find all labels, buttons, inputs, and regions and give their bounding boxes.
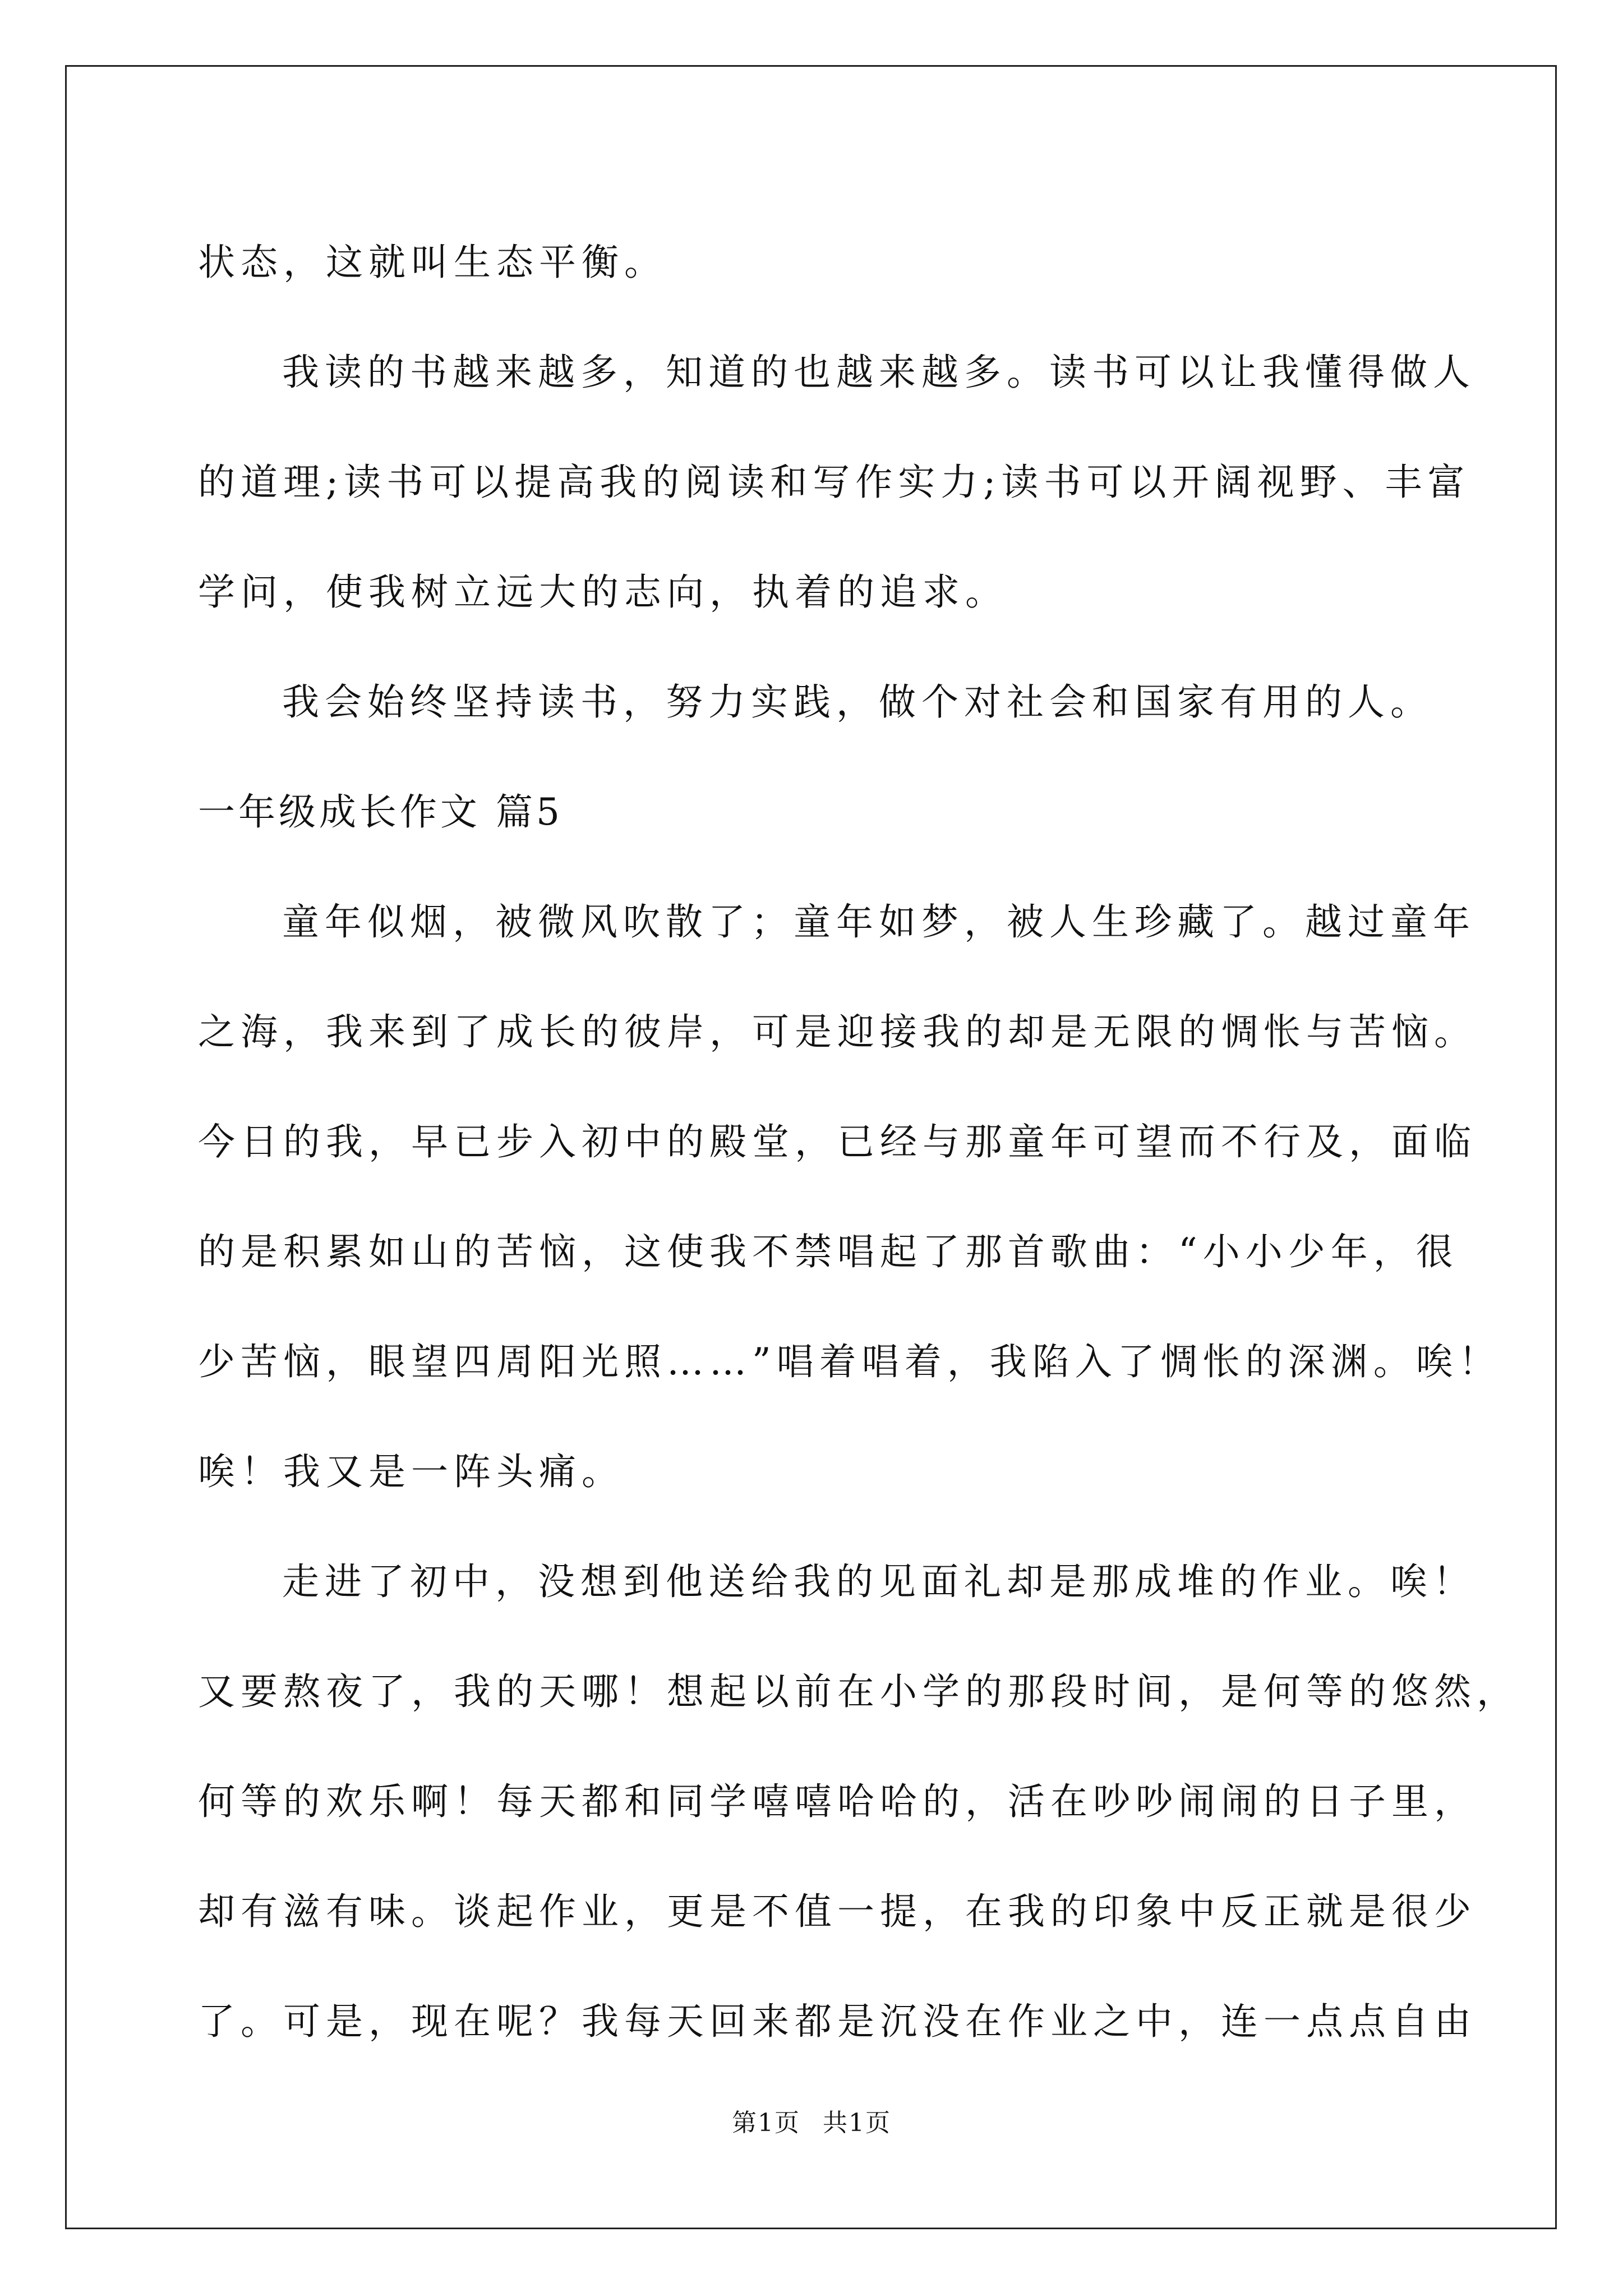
text-line: 状态，这就叫生态平衡。 <box>198 241 667 284</box>
text-line: 了。可是，现在呢？我每天回来都是沉没在作业之中，连一点点自由 <box>198 2000 1477 2043</box>
text-line: 我读的书越来越多，知道的也越来越多。读书可以让我懂得做人 <box>282 351 1476 394</box>
text-line: 何等的欢乐啊！每天都和同学嘻嘻哈哈的，活在吵吵闹闹的日子里， <box>198 1780 1477 1823</box>
text-line: 学问，使我树立远大的志向，执着的追求。 <box>198 570 1008 614</box>
page-number-total: 共1页 <box>823 2109 891 2137</box>
text-line: 少苦恼，眼望四周阳光照……”唱着唱着，我陷入了惆怅的深渊。唉！ <box>198 1340 1501 1383</box>
document-body <box>198 208 1519 2077</box>
text-line: 童年似烟，被微风吹散了；童年如梦，被人生珍藏了。越过童年 <box>282 900 1476 944</box>
page-number-current: 第1页 <box>732 2109 800 2137</box>
page-footer <box>0 2106 1623 2140</box>
text-line: 唉！我又是一阵头痛。 <box>198 1450 624 1493</box>
text-line: 的道理;读书可以提高我的阅读和写作实力;读书可以开阔视野、丰富 <box>198 461 1470 504</box>
text-line: 之海，我来到了成长的彼岸，可是迎接我的却是无限的惆怅与苦恼。 <box>198 1010 1477 1053</box>
text-line: 的是积累如山的苦恼，这使我不禁唱起了那首歌曲：“小小少年，很 <box>198 1230 1459 1273</box>
text-line: 又要熬夜了，我的天哪！想起以前在小学的那段时间，是何等的悠然， <box>198 1670 1519 1713</box>
text-line: 却有滋有味。谈起作业，更是不值一提，在我的印象中反正就是很少 <box>198 1890 1477 1933</box>
text-line: 今日的我，早已步入初中的殿堂，已经与那童年可望而不行及，面临 <box>198 1120 1477 1163</box>
text-line: 走进了初中，没想到他送给我的见面礼却是那成堆的作业。唉！ <box>282 1560 1476 1603</box>
section-heading: 一年级成长作文 篇5 <box>198 790 563 834</box>
text-line: 我会始终坚持读书，努力实践，做个对社会和国家有用的人。 <box>282 680 1433 724</box>
